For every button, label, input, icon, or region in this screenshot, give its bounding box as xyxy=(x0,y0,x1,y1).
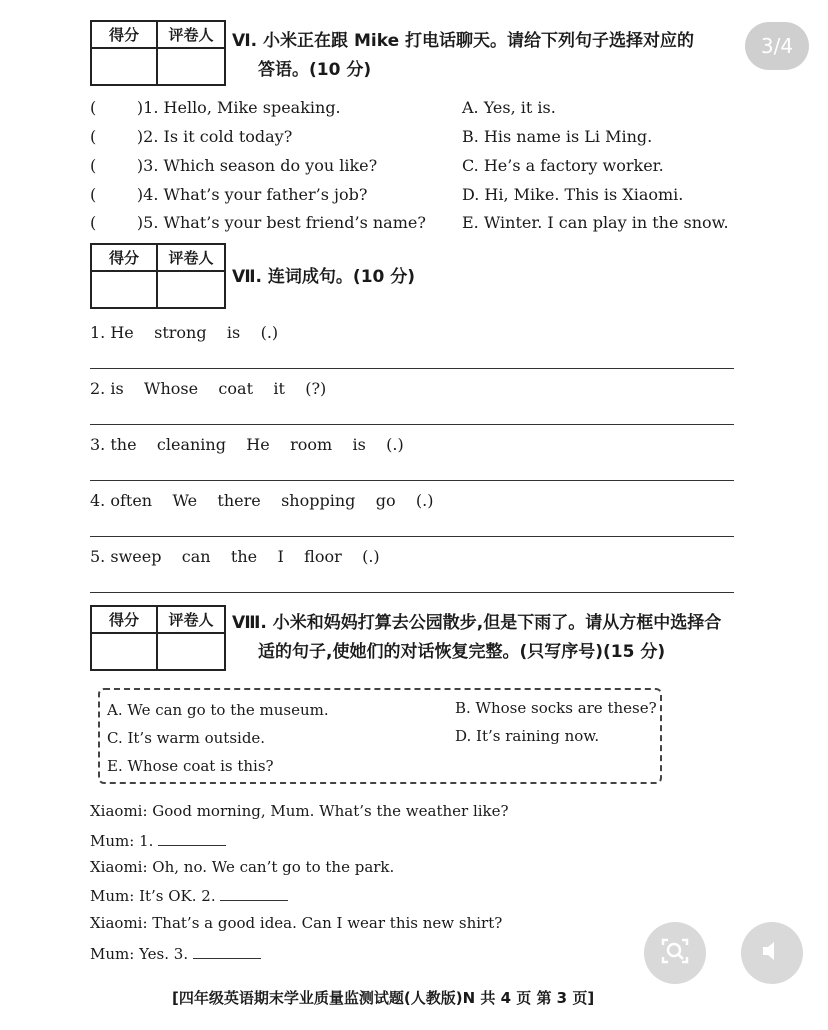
grader-label: 评卷人 xyxy=(158,245,224,272)
list-item xyxy=(90,127,292,146)
question-text: 1. Hello, Mike speaking. xyxy=(143,98,341,117)
option-b: B. Whose socks are these? xyxy=(455,699,657,717)
lens-search-button[interactable] xyxy=(644,922,706,984)
dialogue-line: Xiaomi: That’s a good idea. Can I wear this new shirt? xyxy=(90,914,503,932)
grader-cell xyxy=(158,49,224,84)
page-footer: [四年级英语期末学业质量监测试题(人教版)N 共 4 页 第 3 页] xyxy=(172,989,595,1007)
section6-title-line1: Ⅵ. 小米正在跟 Mike 打电话聊天。请给下列句子选择对应的 xyxy=(232,31,695,51)
answer-blank[interactable] xyxy=(193,944,261,959)
score-box-6 xyxy=(90,20,226,86)
answer-paren[interactable]: ( ) xyxy=(90,213,144,232)
answer-blank[interactable] xyxy=(158,831,226,846)
score-label: 得分 xyxy=(92,245,158,272)
question-text: 4. What’s your father’s job? xyxy=(143,185,368,204)
option-d: D. It’s raining now. xyxy=(455,727,600,745)
option-e: E. Whose coat is this? xyxy=(107,757,274,775)
dialogue-text: Mum: 1. xyxy=(90,832,154,850)
answer-line[interactable] xyxy=(90,592,734,593)
grader-cell xyxy=(158,634,224,669)
page-indicator: 3/4 xyxy=(745,22,809,70)
section7-title: Ⅶ. 连词成句。(10 分) xyxy=(232,267,416,287)
answer-paren[interactable]: ( ) xyxy=(90,185,144,204)
option-a: A. Yes, it is. xyxy=(462,98,556,117)
option-c: C. It’s warm outside. xyxy=(107,729,266,747)
answer-line[interactable] xyxy=(90,536,734,537)
score-cell xyxy=(92,272,158,307)
list-item xyxy=(90,156,377,175)
dialogue-line xyxy=(90,886,288,905)
speaker-button[interactable] xyxy=(741,922,803,984)
dialogue-line xyxy=(90,831,226,850)
answer-line[interactable] xyxy=(90,368,734,369)
grader-label: 评卷人 xyxy=(158,607,224,634)
list-item: 4. often We there shopping go (.) xyxy=(90,491,434,510)
list-item: 5. sweep can the I floor (.) xyxy=(90,547,380,566)
lens-search-icon xyxy=(659,935,691,971)
dialogue-line: Xiaomi: Good morning, Mum. What’s the weather like? xyxy=(90,802,509,820)
speaker-icon xyxy=(757,936,787,970)
section6-title-line2: 答语。(10 分) xyxy=(258,60,372,80)
list-item: 2. is Whose coat it (?) xyxy=(90,379,327,398)
question-text: 5. What’s your best friend’s name? xyxy=(143,213,426,232)
score-box-7 xyxy=(90,243,226,309)
score-cell xyxy=(92,634,158,669)
answer-line[interactable] xyxy=(90,424,734,425)
dialogue-text: Mum: It’s OK. 2. xyxy=(90,887,216,905)
option-c: C. He’s a factory worker. xyxy=(462,156,664,175)
section8-title-line1: Ⅷ. 小米和妈妈打算去公园散步,但是下雨了。请从方框中选择合 xyxy=(232,613,722,633)
answer-paren[interactable]: ( ) xyxy=(90,98,144,117)
list-item: 1. He strong is (.) xyxy=(90,323,279,342)
answer-blank[interactable] xyxy=(220,886,288,901)
list-item: 3. the cleaning He room is (.) xyxy=(90,435,404,454)
score-cell xyxy=(92,49,158,84)
score-label: 得分 xyxy=(92,22,158,49)
score-label: 得分 xyxy=(92,607,158,634)
list-item xyxy=(90,98,341,117)
dialogue-line: Xiaomi: Oh, no. We can’t go to the park. xyxy=(90,858,395,876)
answer-line[interactable] xyxy=(90,480,734,481)
question-text: 2. Is it cold today? xyxy=(143,127,293,146)
section8-title-line2: 适的句子,使她们的对话恢复完整。(只写序号)(15 分) xyxy=(258,642,666,662)
question-text: 3. Which season do you like? xyxy=(143,156,378,175)
answer-paren[interactable]: ( ) xyxy=(90,127,144,146)
dialogue-line xyxy=(90,944,261,963)
option-d: D. Hi, Mike. This is Xiaomi. xyxy=(462,185,684,204)
option-b: B. His name is Li Ming. xyxy=(462,127,653,146)
score-box-8 xyxy=(90,605,226,671)
dialogue-text: Mum: Yes. 3. xyxy=(90,945,189,963)
grader-label: 评卷人 xyxy=(158,22,224,49)
option-e: E. Winter. I can play in the snow. xyxy=(462,213,729,232)
list-item xyxy=(90,213,426,232)
option-a: A. We can go to the museum. xyxy=(107,701,329,719)
list-item xyxy=(90,185,367,204)
grader-cell xyxy=(158,272,224,307)
answer-paren[interactable]: ( ) xyxy=(90,156,144,175)
